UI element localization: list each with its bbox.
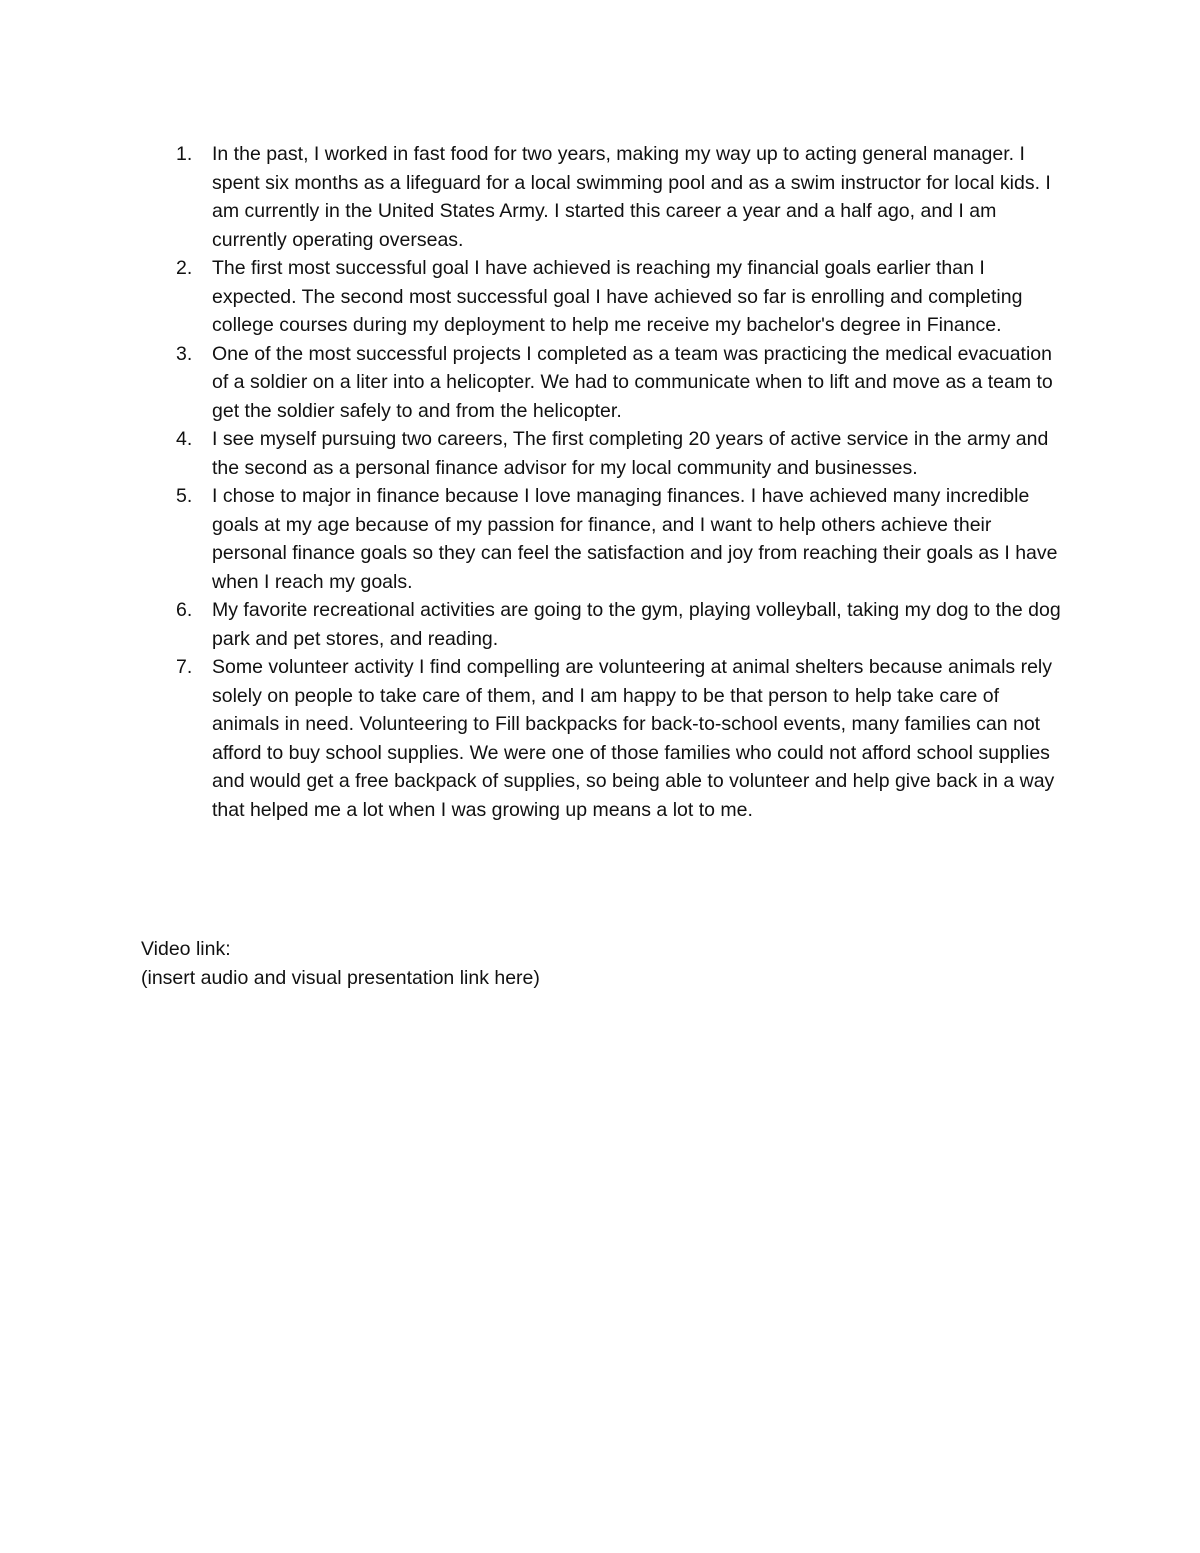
list-number: 4.	[176, 428, 193, 450]
list-number: 2.	[176, 257, 193, 279]
list-item	[170, 596, 1070, 653]
video-link-placeholder: (insert audio and visual presentation link here)	[141, 966, 540, 989]
list-number: 7.	[176, 656, 193, 678]
answers-list	[170, 140, 1070, 824]
list-number: 3.	[176, 342, 193, 365]
list-item-text: My favorite recreational activities are going to the gym, playing volleyball, taking my dog to the dog park and pet stores, and reading.	[212, 599, 1061, 650]
list-item	[170, 254, 1070, 340]
video-link-section	[141, 935, 540, 992]
list-item	[170, 340, 1070, 426]
list-number: 1.	[176, 143, 193, 165]
list-number: 6.	[176, 599, 193, 621]
list-item	[170, 140, 1070, 254]
list-number: 5.	[176, 485, 193, 507]
video-link-label: Video link:	[141, 938, 231, 960]
list-item-text: Some volunteer activity I find compelling are volunteering at animal shelters because animals rely solely on people to take care of them, and I am happy to be that person to help take care of animals in need. Volunteering to Fill backpacks for back-to-school events, many families can not afford to buy school supplies. We were one of those families who could not afford school supplies and would get a free backpack of supplies, so being able to volunteer and help give back in a way that helped me a lot when I was growing up means a lot to me.	[212, 656, 1055, 821]
list-item-text: One of the most successful projects I completed as a team was practicing the medical evacuation of a soldier on a liter into a helicopter. We had to communicate when to lift and move as a team to get the soldier safely to and from the helicopter.	[212, 342, 1053, 422]
list-item-text: The first most successful goal I have achieved is reaching my financial goals earlier than I expected. The second most successful goal I have achieved so far is enrolling and completing college courses during my deployment to help me receive my bachelor's degree in Finance.	[212, 257, 1023, 336]
list-item	[170, 425, 1070, 482]
list-item-text: I see myself pursuing two careers, The first completing 20 years of active service in the army and the second as a personal finance advisor for my local community and businesses.	[212, 428, 1049, 479]
list-item-text: I chose to major in finance because I love managing finances. I have achieved many incredible goals at my age because of my passion for finance, and I want to help others achieve their personal finance goals so they can feel the satisfaction and joy from reaching their goals as I have when I reach my goals.	[212, 485, 1058, 593]
list-item	[170, 653, 1070, 824]
list-item	[170, 482, 1070, 596]
list-item-text: In the past, I worked in fast food for two years, making my way up to acting general manager. I spent six months as a lifeguard for a local swimming pool and as a swim instructor for local kids. I am currently in the United States Army. I started this career a year and a half ago, and I am currently operating overseas.	[212, 143, 1051, 251]
